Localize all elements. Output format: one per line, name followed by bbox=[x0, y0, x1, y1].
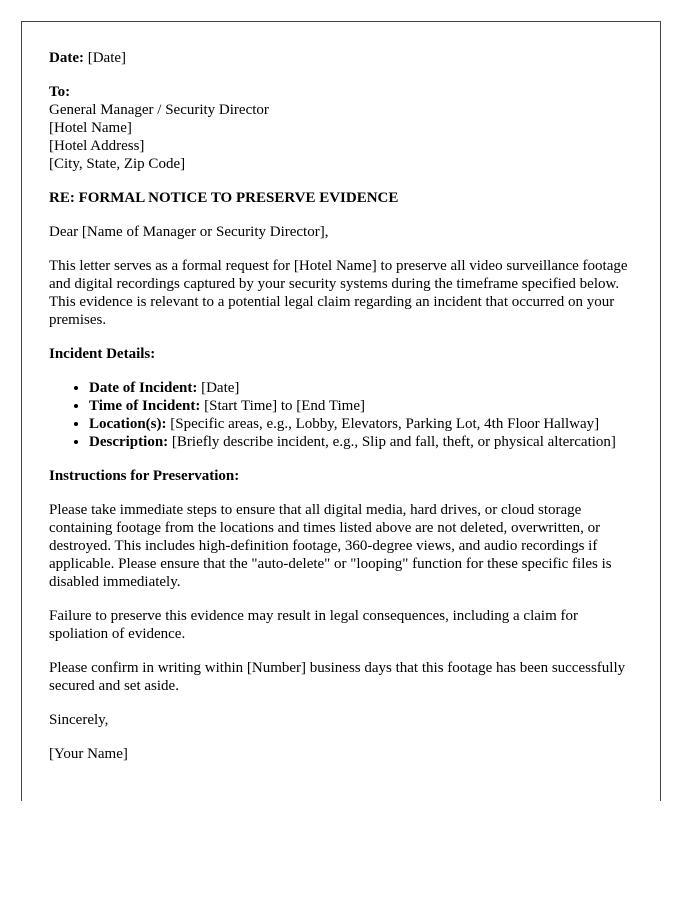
consequence-paragraph: Failure to preserve this evidence may result in legal consequences, including a claim for spoliation of evidence. bbox=[49, 608, 578, 642]
intro-paragraph: This letter serves as a formal request for [Hotel Name] to preserve all video surveillance footage and digital recordings captured by your security systems during the timeframe specified below. This evidence is relevant to a potential legal claim regarding an incident that occurred on your premises. bbox=[49, 258, 628, 328]
date-label: Date: bbox=[49, 50, 84, 66]
subject-line: RE: FORMAL NOTICE TO PRESERVE EVIDENCE bbox=[49, 190, 399, 206]
incident-item bbox=[89, 379, 633, 397]
letter-page bbox=[21, 21, 661, 801]
confirm-paragraph: Please confirm in writing within [Number] business days that this footage has been successfully secured and set aside. bbox=[49, 660, 626, 694]
incident-item bbox=[89, 415, 633, 433]
recipient-line: [Hotel Address] bbox=[49, 138, 145, 154]
signature: [Your Name] bbox=[49, 746, 128, 762]
incident-heading: Incident Details: bbox=[49, 346, 156, 362]
incident-item-label: Time of Incident: bbox=[89, 398, 201, 414]
incident-item-label: Location(s): bbox=[89, 416, 167, 432]
incident-item-value: [Start Time] to [End Time] bbox=[204, 398, 365, 414]
recipient-line: General Manager / Security Director bbox=[49, 102, 269, 118]
to-label: To: bbox=[49, 84, 71, 100]
incident-item-label: Date of Incident: bbox=[89, 380, 198, 396]
incident-item-value: [Date] bbox=[201, 380, 240, 396]
recipient-line: [Hotel Name] bbox=[49, 120, 132, 136]
incident-item-label: Description: bbox=[89, 434, 169, 450]
salutation: Dear [Name of Manager or Security Director], bbox=[49, 224, 329, 240]
date-line bbox=[49, 49, 633, 67]
incident-item bbox=[89, 433, 633, 451]
incident-item-value: [Specific areas, e.g., Lobby, Elevators, Parking Lot, 4th Floor Hallway] bbox=[170, 416, 600, 432]
incident-item-value: [Briefly describe incident, e.g., Slip and fall, theft, or physical altercation] bbox=[171, 434, 616, 450]
instructions-heading: Instructions for Preservation: bbox=[49, 468, 240, 484]
instructions-paragraph: Please take immediate steps to ensure that all digital media, hard drives, or cloud storage containing footage from the locations and times listed above are not deleted, overwritten, or destroyed. This includes high-definition footage, 360-degree views, and audio recordings if applicable. Please ensure that the "auto-delete" or "looping" function for these specific files is disabled immediately. bbox=[49, 502, 612, 590]
closing: Sincerely, bbox=[49, 712, 109, 728]
incident-list bbox=[49, 379, 633, 451]
incident-item bbox=[89, 397, 633, 415]
recipient-block bbox=[49, 83, 633, 173]
date-value: [Date] bbox=[87, 50, 127, 66]
recipient-line: [City, State, Zip Code] bbox=[49, 156, 186, 172]
